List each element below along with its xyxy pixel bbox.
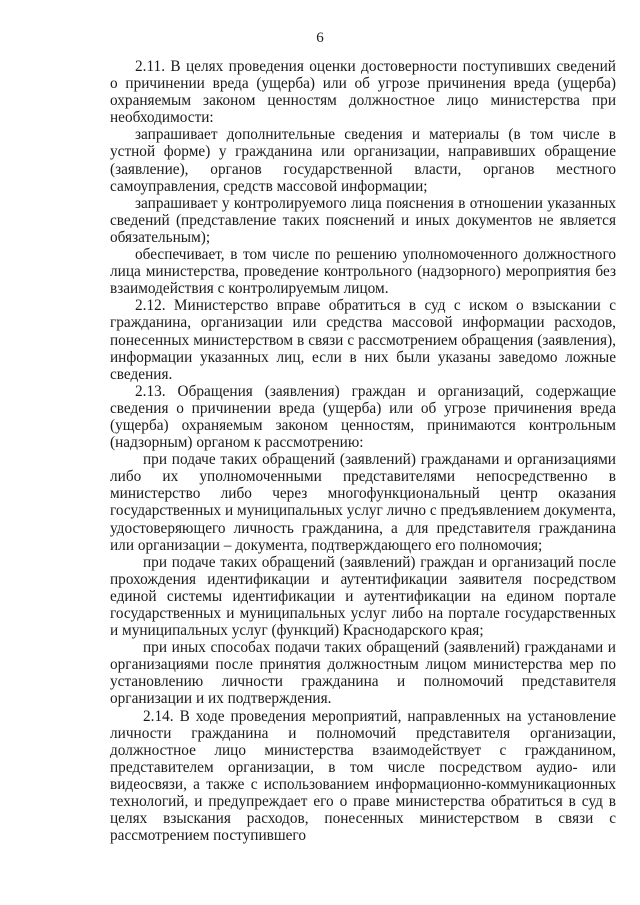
- paragraph-2-11: 2.11. В целях проведения оценки достоверности поступивших сведений о причинении вреда (ущерба) или об угрозе причинения вреда (ущерба) охраняемым законом ценностям должностное лицо министерства при необходимости:: [110, 58, 616, 127]
- paragraph-2-13-item-2: при подаче таких обращений (заявлений) граждан и организаций после прохождения идентификации и аутентификации заявителя посредством единой системы идентификации и аутентификации на едином портале государственных и муниципальных услуг либо на портале государственных и муниципальных услуг (функций) Краснодарского края;: [110, 553, 616, 640]
- paragraph-2-11-item-2: запрашивает у контролируемого лица пояснения в отношении указанных сведений (представление таких пояснений и иных документов не является обязательным);: [110, 194, 616, 246]
- page-number: 6: [316, 30, 324, 46]
- document-body: [110, 58, 616, 844]
- paragraph-2-11-item-1: запрашивает дополнительные сведения и материалы (в том числе в устной форме) у гражданина или организации, направивших обращение (заявление), органов государственной власти, органов местного самоуправления, средств массовой информации;: [110, 126, 616, 195]
- paragraph-2-14: 2.14. В ходе проведения мероприятий, направленных на установление личности гражданина и полномочий представителя организации, должностное лицо министерства взаимодействует с гражданином, представителем организации, в том числе посредством аудио- или видеосвязи, а также с использованием информационно-коммуникационных технологий, и предупреждает его о праве министерства обратиться в суд в целях взыскания расходов, понесенных министерством в связи с рассмотрением поступившего: [110, 707, 616, 845]
- paragraph-2-13-item-3: при иных способах подачи таких обращений (заявлений) гражданами и организациями после принятия должностным лицом министерства мер по установлению личности гражданина и полномочий представителя организации и их подтверждения.: [110, 639, 616, 708]
- paragraph-2-11-item-3: обеспечивает, в том числе по решению уполномоченного должностного лица министерства, проведение контрольного (надзорного) мероприятия без взаимодействия с контролируемым лицом.: [110, 246, 616, 298]
- paragraph-2-12: 2.12. Министерство вправе обратиться в суд с иском о взыскании с гражданина, организации или средства массовой информации расходов, понесенных министерством в связи с рассмотрением обращения (заявления), информации указанных лиц, если в них были указаны заведомо ложные сведения.: [110, 297, 616, 383]
- paragraph-2-13-item-1: при подаче таких обращений (заявлений) гражданами и организациями либо их уполномоченными представителями непосредственно в министерство либо через многофункциональный центр оказания государственных и муниципальных услуг лично с предъявлением документа, удостоверяющего личность гражданина, а для представителя гражданина или организации – документа, подтверждающего его полномочия;: [110, 451, 616, 554]
- paragraph-2-13: 2.13. Обращения (заявления) граждан и организаций, содержащие сведения о причинении вреда (ущерба) или об угрозе причинения вреда (ущерба) охраняемым законом ценностям, принимаются контрольным (надзорным) органом к рассмотрению:: [110, 382, 616, 452]
